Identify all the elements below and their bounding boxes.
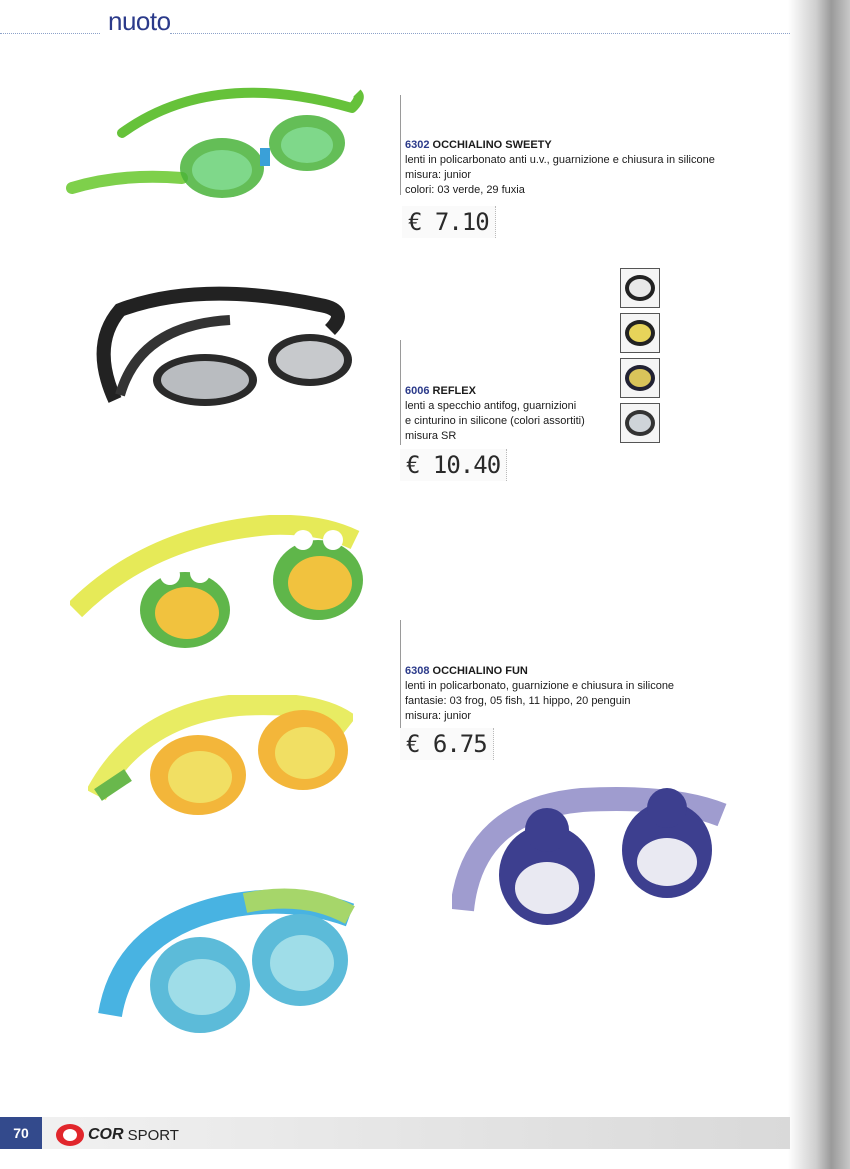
divider-line	[400, 340, 401, 445]
cor-logo-icon	[56, 1124, 84, 1146]
penguin-goggles-image	[452, 780, 732, 930]
product-code: 6006	[405, 385, 430, 397]
product-desc-line: lenti a specchio antifog, guarnizioni	[405, 400, 577, 412]
product-code: 6308	[405, 665, 430, 677]
product-name: OCCHIALINO SWEETY	[432, 139, 552, 151]
divider-line	[400, 95, 401, 195]
header-rule-left	[0, 33, 100, 34]
product-desc-line: misura SR	[405, 430, 457, 442]
product-desc-line: e cinturino in silicone (colori assortiti)	[405, 415, 585, 427]
header-rule-right	[170, 33, 790, 34]
brand-cor: COR	[88, 1126, 124, 1143]
product-code: 6302	[405, 139, 430, 151]
product-desc-line: misura: junior	[405, 169, 472, 181]
price-label: € 7.10	[402, 206, 496, 238]
product-6302	[405, 138, 765, 198]
corsport-logo	[56, 1124, 179, 1146]
fish-goggles-image	[88, 695, 353, 820]
product-desc-line: misura: junior	[405, 710, 472, 722]
product-name: REFLEX	[432, 385, 476, 397]
price-label: € 10.40	[400, 449, 507, 481]
color-swatch-yellow	[620, 313, 660, 353]
color-swatch-clear	[620, 268, 660, 308]
divider-line	[400, 620, 401, 730]
brand-sport: SPORT	[127, 1126, 179, 1144]
color-swatch-silver	[620, 403, 660, 443]
product-desc-line: colori: 03 verde, 29 fuxia	[405, 184, 525, 196]
frog-goggles-image	[70, 515, 365, 650]
product-desc-line: lenti in policarbonato anti u.v., guarnizione e chiusura in silicone	[405, 154, 715, 166]
product-desc-line: fantasie: 03 frog, 05 fish, 11 hippo, 20 penguin	[405, 695, 631, 707]
product-6308	[405, 664, 765, 724]
product-desc-line: lenti in policarbonato, guarnizione e chiusura in silicone	[405, 680, 675, 692]
green-goggles-image	[62, 78, 367, 208]
price-label: € 6.75	[400, 728, 494, 760]
product-name: OCCHIALINO FUN	[432, 665, 528, 677]
hippo-goggles-image	[95, 885, 360, 1045]
color-swatch-gold	[620, 358, 660, 398]
section-title: nuoto	[108, 6, 171, 36]
black-mirror-goggles-image	[80, 285, 360, 420]
page-number: 70	[0, 1117, 42, 1149]
product-6006	[405, 384, 620, 444]
page-fold-shadow	[788, 0, 850, 1169]
